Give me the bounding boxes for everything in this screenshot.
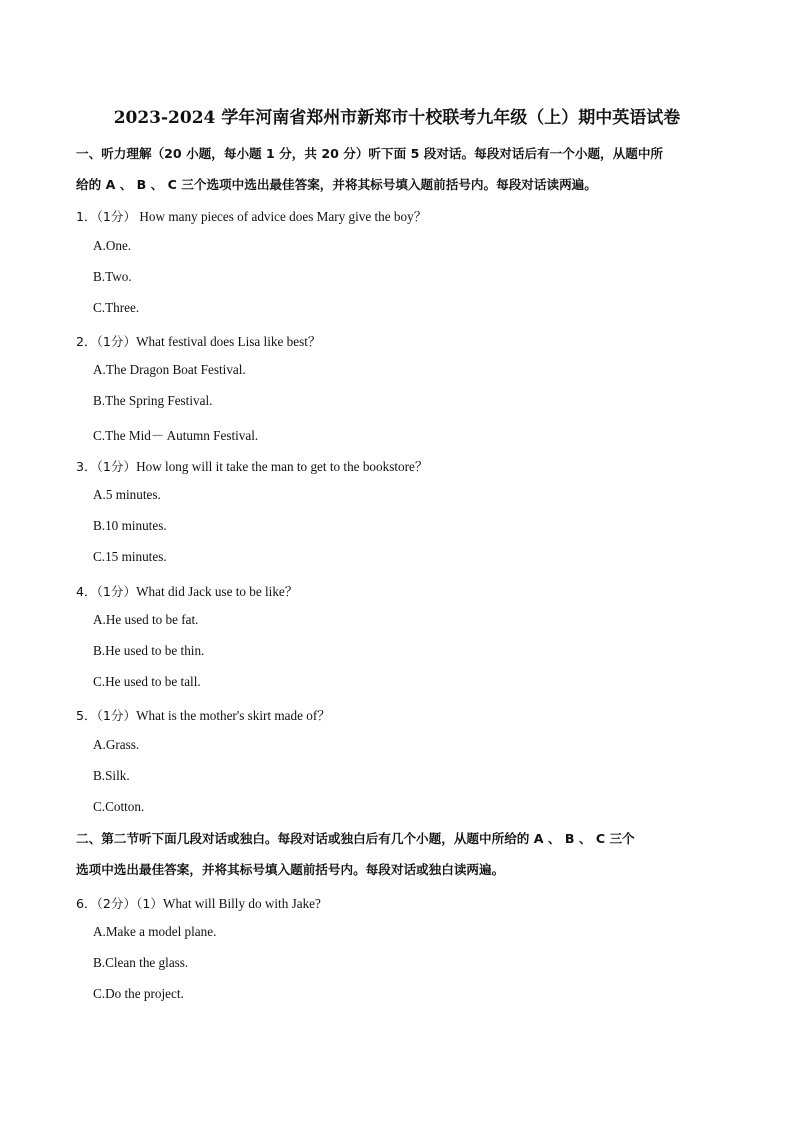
question-6-option-c: C.Do the project. [93, 986, 184, 1001]
question-5-option-a: A.Grass. [93, 737, 140, 752]
section-2-line-1: 二、第二节听下面几段对话或独白。每段对话或独白后有几个小题，从题中所给的 A 、 B 、 C 三个 [76, 831, 635, 846]
question-6-option-a: A.Make a model plane. [93, 924, 217, 939]
question-4-option-c: C.He used to be tall. [93, 674, 201, 689]
question-3-option-c: C.15 minutes. [93, 549, 167, 564]
question-5 [76, 705, 330, 724]
question-6-option-b: B.Clean the glass. [93, 955, 189, 970]
question-5-option-b: B.Silk. [93, 768, 130, 783]
section-1-line-1: 一、听力理解（20 小题，每小题 1 分，共 20 分）听下面 5 段对话。每段对话后有一个小题，从题中所 [76, 146, 664, 161]
question-number: 2．（1分） [76, 334, 137, 349]
question-number: 3．（1分） [76, 459, 137, 474]
question-3 [76, 456, 428, 475]
question-6 [76, 893, 321, 912]
question-text: What is the mother's skirt made of？ [136, 708, 331, 723]
question-number: 6．（2分）（1） [76, 896, 164, 911]
question-2-option-a: A.The Dragon Boat Festival. [93, 362, 246, 377]
question-4-option-b: B.He used to be thin. [93, 643, 205, 658]
question-5-option-c: C.Cotton. [93, 799, 145, 814]
question-2-option-b: B.The Spring Festival. [93, 393, 213, 408]
question-4 [76, 581, 298, 600]
question-1-option-c: C.Three. [93, 300, 140, 315]
question-2-option-c: C.The Mid－ Autumn Festival. [93, 428, 259, 443]
question-1-option-a: A.One. [93, 238, 132, 253]
question-text: How long will it take the man to get to the bookstore？ [136, 459, 429, 474]
question-1-option-b: B.Two. [93, 269, 132, 284]
question-text: What festival does Lisa like best？ [136, 334, 322, 349]
question-number: 4．（1分） [76, 584, 137, 599]
section-1-instructions [76, 138, 720, 200]
section-2-instructions [76, 823, 720, 885]
section-1-line-2: 给的 A 、 B 、 C 三个选项中选出最佳答案，并将其标号填入题前括号内。每段对话读两遍。 [76, 177, 597, 192]
question-text: How many pieces of advice does Mary give the boy？ [136, 209, 427, 224]
question-1 [76, 206, 427, 225]
section-2-line-2: 选项中选出最佳答案，并将其标号填入题前括号内。每段对话或独白读两遍。 [76, 862, 505, 877]
question-number: 1．（1分） [76, 209, 137, 224]
question-3-option-a: A.5 minutes. [93, 487, 161, 502]
question-number: 5．（1分） [76, 708, 137, 723]
exam-title: 2023-2024 学年河南省郑州市新郑市十校联考九年级（上）期中英语试卷 [113, 108, 681, 128]
question-text: What did Jack use to be like？ [136, 584, 298, 599]
question-text: What will Billy do with Jake? [163, 896, 321, 911]
question-3-option-b: B.10 minutes. [93, 518, 167, 533]
question-2 [76, 331, 321, 350]
question-4-option-a: A.He used to be fat. [93, 612, 199, 627]
